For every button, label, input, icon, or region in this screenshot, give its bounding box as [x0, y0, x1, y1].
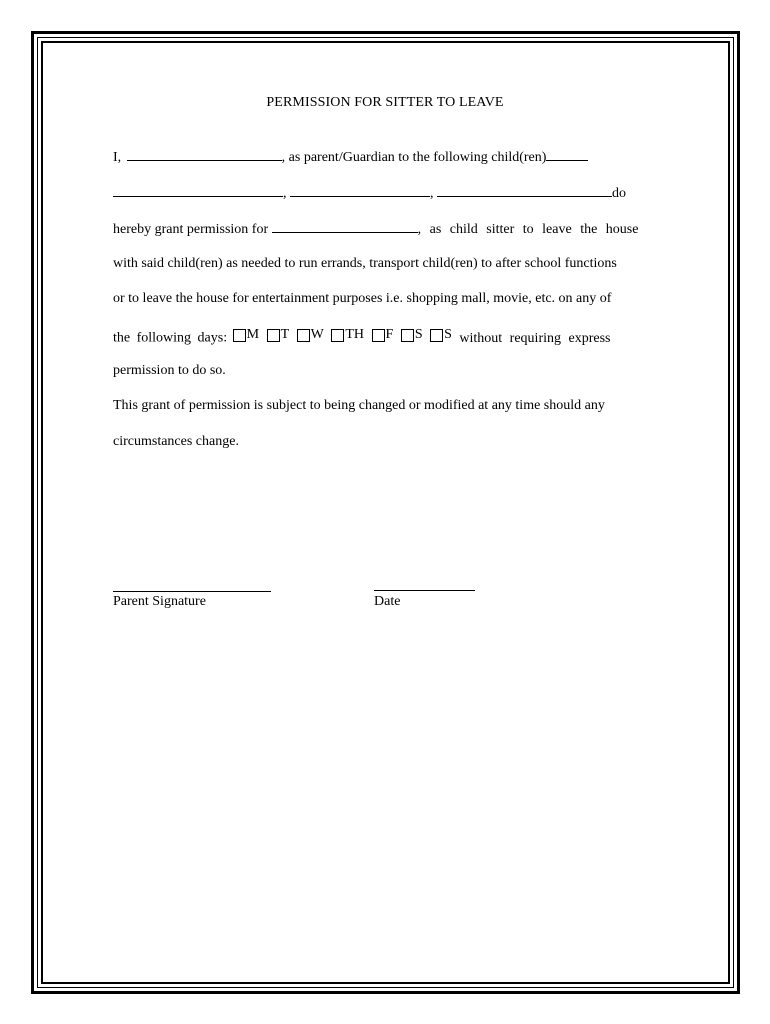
sitter-name-field[interactable]	[272, 219, 418, 233]
grant-line-suffix: , as child sitter to leave the house	[417, 222, 639, 237]
day-checkbox-saturday[interactable]: S	[401, 326, 423, 344]
days-line	[113, 326, 657, 348]
parent-line-prefix: I,	[113, 150, 122, 165]
parent-name-field[interactable]	[127, 147, 282, 161]
grant-line-prefix: hereby grant permission for	[113, 222, 269, 237]
checkbox-icon	[233, 329, 246, 342]
day-checkbox-monday[interactable]: M	[233, 326, 259, 344]
children-line-suffix: do	[612, 186, 626, 201]
child-name-field-3[interactable]	[290, 183, 430, 197]
day-checkbox-thursday[interactable]: TH	[331, 326, 364, 344]
parent-line	[113, 147, 657, 167]
parent-line-suffix: , as parent/Guardian to the following child(ren)	[281, 150, 547, 165]
days-line-suffix: without requiring express	[459, 330, 611, 346]
child-name-field-2[interactable]	[113, 183, 283, 197]
day-checkbox-sunday[interactable]: S	[430, 326, 452, 344]
checkbox-icon	[331, 329, 344, 342]
children-line	[113, 183, 657, 203]
parent-signature-line[interactable]	[113, 591, 271, 592]
parent-signature-label: Parent Signature	[113, 594, 206, 609]
body-line-5: or to leave the house for entertainment purposes i.e. shopping mall, movie, etc. on any of	[113, 291, 612, 306]
body-line-7: permission to do so.	[113, 363, 226, 378]
checkbox-icon	[430, 329, 443, 342]
body-line-4: with said child(ren) as needed to run errands, transport child(ren) to after school functions	[113, 256, 617, 271]
date-label: Date	[374, 594, 401, 609]
day-checkbox-wednesday[interactable]: W	[297, 326, 324, 344]
body-line-9: circumstances change.	[113, 434, 239, 449]
checkbox-icon	[401, 329, 414, 342]
child-name-field-4[interactable]	[437, 183, 612, 197]
child-name-field-1[interactable]	[546, 147, 588, 161]
checkbox-icon	[267, 329, 280, 342]
checkbox-icon	[297, 329, 310, 342]
date-line[interactable]	[374, 590, 475, 591]
document-title: PERMISSION FOR SITTER TO LEAVE	[266, 95, 504, 110]
children-comma-1: ,	[283, 186, 287, 201]
days-line-prefix: the following days:	[113, 330, 228, 346]
day-checkbox-friday[interactable]: F	[372, 326, 394, 344]
day-checkbox-tuesday[interactable]: T	[267, 326, 290, 344]
grant-line	[113, 219, 657, 239]
body-line-8: This grant of permission is subject to being changed or modified at any time should any	[113, 398, 605, 413]
checkbox-icon	[372, 329, 385, 342]
children-comma-2: ,	[430, 186, 434, 201]
